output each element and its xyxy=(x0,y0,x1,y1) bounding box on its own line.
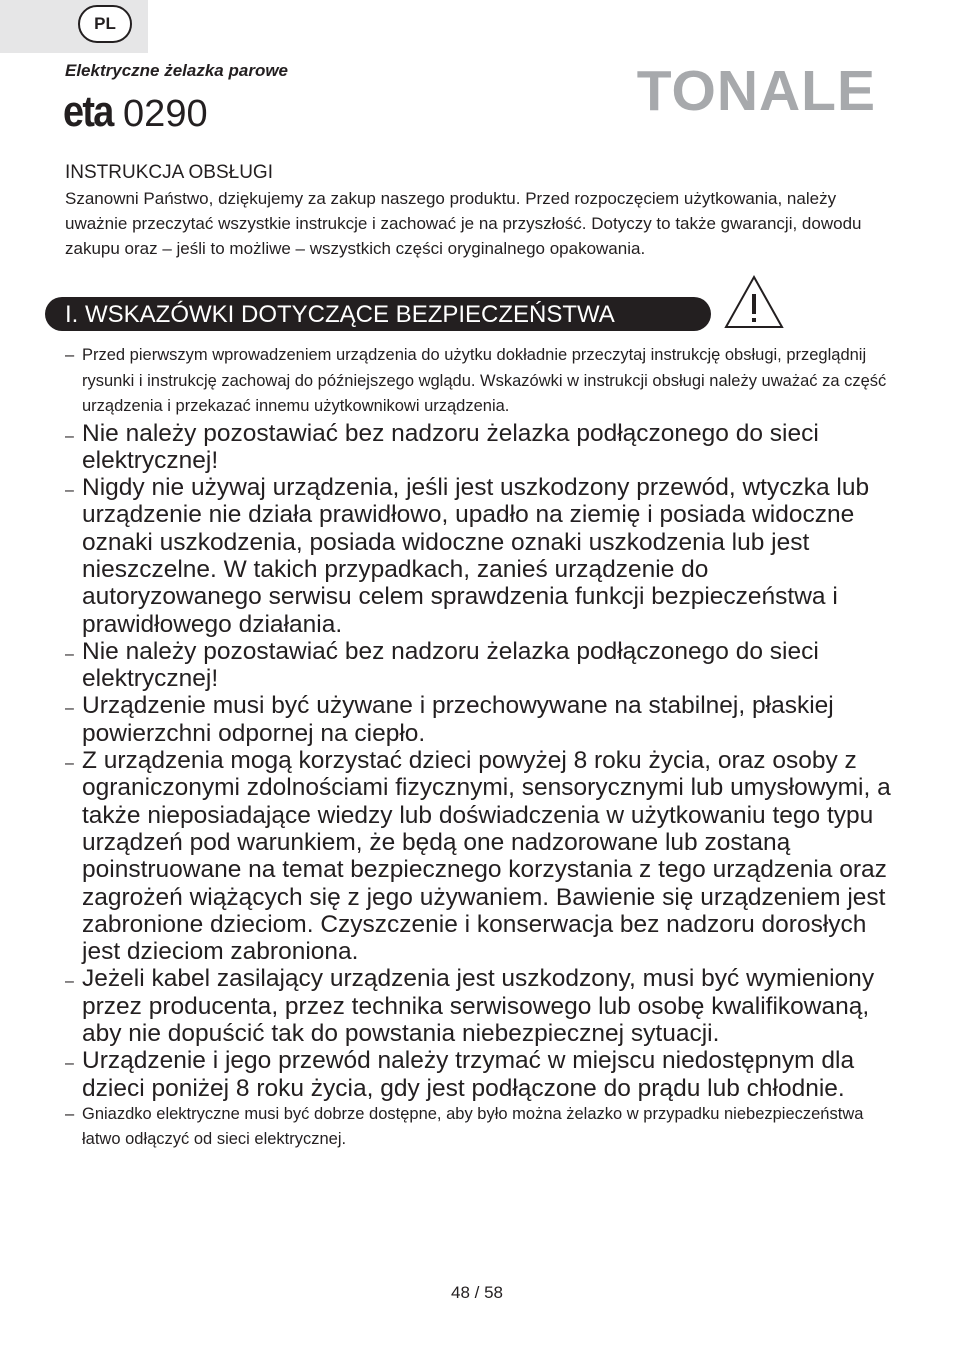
list-item xyxy=(65,1102,895,1153)
list-item xyxy=(65,965,895,1047)
rule-text: Nie należy pozostawiać bez nadzoru żelazka podłączonego do sieci elektrycznej! xyxy=(82,637,819,693)
list-bullet: – xyxy=(65,755,74,773)
rule-text: Nie należy pozostawiać bez nadzoru żelazka podłączonego do sieci elektrycznej! xyxy=(82,419,819,474)
rule-text: Urządzenie musi być używane i przechowywane na stabilnej, płaskiej powierzchni odpornej na ciepło. xyxy=(82,692,834,747)
intro-text: Szanowni Państwo, dziękujemy za zakup naszego produktu. Przed rozpoczęciem użytkowania, należy uważnie przeczytać wszystkie instrukcje i zachować je na przyszłość. Dotyczy to także gwarancji, dowodu zakupu oraz – jeśli to możliwe – wszystkich części oryginalnego opakowania. xyxy=(65,189,862,258)
language-badge: PL xyxy=(78,5,132,43)
model-number: 0290 xyxy=(123,93,208,135)
intro-heading: INSTRUKCJA OBSŁUGI xyxy=(65,162,273,183)
list-bullet: – xyxy=(65,482,74,500)
list-bullet: – xyxy=(65,700,74,718)
list-item xyxy=(65,1047,895,1102)
list-item xyxy=(65,343,895,420)
list-item xyxy=(65,420,895,475)
list-item xyxy=(65,474,895,638)
list-bullet: – xyxy=(65,1104,75,1123)
rule-text: Urządzenie i jego przewód należy trzymać w miejscu niedostępnym dla dzieci poniżej 8 roku życia, gdy jest podłączone do prądu lub chłodnie. xyxy=(82,1047,855,1102)
list-item xyxy=(65,638,895,693)
rule-text: Gniazdko elektryczne musi być dobrze dostępne, aby było można żelazko w przypadku niebezpieczeństwa łatwo odłączyć od sieci elektrycznej. xyxy=(82,1104,864,1149)
model-designation xyxy=(63,87,208,136)
rule-text: Przed pierwszym wprowadzeniem urządzenia do użytku dokładnie przeczytaj instrukcję obsługi, przeglądnij rysunki i instrukcję zachowaj do późniejszego wglądu. Wskazówki w instrukcji obsługi należy uważać za część urządzenia i przekazać innemu użytkownikowi urządzenia. xyxy=(82,346,887,415)
brand-logo: eta xyxy=(63,87,113,136)
rule-text: Nigdy nie używaj urządzenia, jeśli jest uszkodzony przewód, wtyczka lub urządzenie nie działa prawidłowo, upadło na ziemię i posiada widoczne oznaki uszkodzenia, posiada widoczne oznaki uszkodzenia lub jest nieszczelne. W takich przypadkach, zanieś urządzenie do autoryzowanego serwisu celem sprawdzenia funkcji bezpieczeństwa i prawidłowego działania. xyxy=(82,474,870,638)
product-name: TONALE xyxy=(636,59,876,123)
list-bullet: – xyxy=(65,427,74,445)
list-bullet: – xyxy=(65,346,75,364)
section-title: I. WSKAZÓWKI DOTYCZĄCE BEZPIECZEŃSTWA xyxy=(65,301,615,328)
warning-triangle-icon xyxy=(723,274,785,330)
intro-block xyxy=(65,160,895,261)
rule-text: Jeżeli kabel zasilający urządzenia jest uszkodzony, musi być wymieniony przez producenta, przez technika serwisowego lub osobę kwalifikowaną, aby nie dopuścić tak do powstania niebezpiecznej sytuacji. xyxy=(82,965,875,1048)
list-bullet: – xyxy=(65,645,74,663)
list-bullet: – xyxy=(65,973,74,991)
safety-rules-list xyxy=(65,343,895,1153)
rule-text: Z urządzenia mogą korzystać dzieci powyżej 8 roku życia, oraz osoby z ograniczonymi zdolnościami fizycznymi, sensorycznymi lub umysłowymi, a także nieposiadające wiedzy lub doświadczenia w użytkowaniu tego typu urządzeń pod warunkiem, że będą one nadzorowane lub zostaną poinstruowane na temat bezpiecznego korzystania z tego urządzenia oraz zagrożeń wiążących się z jego używaniem. Bawienie się urządzeniem jest zabronione dzieciom. Czyszczenie i konserwacja bez nadzoru dorosłych jest dzieciom zabroniona. xyxy=(82,747,891,966)
document-subtitle: Elektryczne żelazka parowe xyxy=(65,61,289,80)
list-item xyxy=(65,747,895,965)
list-bullet: – xyxy=(65,1055,74,1073)
list-item xyxy=(65,692,895,747)
page-indicator: 48 / 58 xyxy=(451,1283,503,1302)
